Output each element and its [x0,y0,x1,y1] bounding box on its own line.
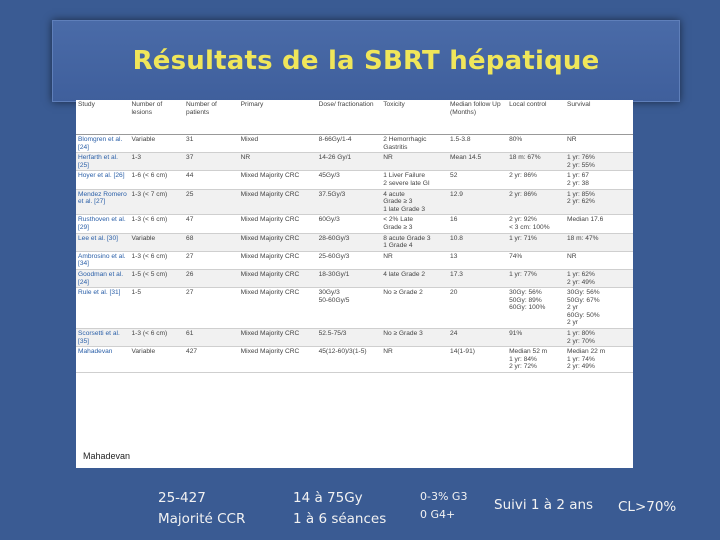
table-cell: 27 [184,288,239,329]
table-row [76,189,633,215]
summary-followup: Suivi 1 à 2 ans [494,497,594,513]
table-cell: Variable [129,347,184,373]
table-cell: Mixed Majority CRC [239,215,317,233]
table-cell: 52 [448,171,507,189]
table-row [76,329,633,347]
results-table-figure [76,100,633,468]
column-header: Toxicity [381,100,448,135]
table-cell: 44 [184,171,239,189]
study-cell: Mendez Romero et al. [27] [76,189,129,215]
study-cell: Lee et al. [30] [76,233,129,251]
table-row [76,215,633,233]
table-cell: 16 [448,215,507,233]
summary-lesions [158,488,245,530]
study-cell: Rule et al. [31] [76,288,129,329]
table-cell: NR [565,135,633,153]
table-cell: Mixed Majority CRC [239,189,317,215]
table-cell: 47 [184,215,239,233]
table-cell: 26 [184,269,239,287]
table-cell: NR [565,251,633,269]
table-cell: 1 yr: 80% 2 yr: 70% [565,329,633,347]
table-cell: 1 yr: 77% [507,269,565,287]
table-cell: 74% [507,251,565,269]
table-cell: 45Gy/3 [317,171,382,189]
table-cell: 1 yr: 76% 2 yr: 55% [565,153,633,171]
table-cell: 1-5 (< 5 cm) [129,269,184,287]
table-cell: Variable [129,135,184,153]
table-cell: Mixed Majority CRC [239,171,317,189]
table-cell: 37.5Gy/3 [317,189,382,215]
table-cell: 25-60Gy/3 [317,251,382,269]
table-row [76,233,633,251]
table-cell: 2 yr: 86% [507,189,565,215]
table-row [76,171,633,189]
study-cell: Ambrosino et al. [34] [76,251,129,269]
table-cell: 68 [184,233,239,251]
table-cell: 1-6 (< 6 cm) [129,171,184,189]
table-cell: 45(12-60)/3(1-5) [317,347,382,373]
sbrt-results-table [76,100,633,373]
column-header: Number of lesions [129,100,184,135]
table-cell: 1 yr: 71% [507,233,565,251]
source-label: Mahadevan [76,450,152,463]
column-header: Survival [565,100,633,135]
table-cell: 1.5-3.8 [448,135,507,153]
table-cell: No ≥ Grade 3 [381,329,448,347]
table-row [76,269,633,287]
table-cell: 18 m: 67% [507,153,565,171]
table-cell: 31 [184,135,239,153]
summary-local-control: CL>70% [618,499,677,515]
study-cell: Rusthoven et al. [29] [76,215,129,233]
column-header: Study [76,100,129,135]
table-row [76,347,633,373]
table-cell: 2 Hemorrhagic Gastritis [381,135,448,153]
table-cell: NR [239,153,317,171]
table-cell: 91% [507,329,565,347]
summary-dose [293,488,386,530]
table-cell: 1-3 [129,153,184,171]
table-cell: Mixed [239,135,317,153]
table-cell: Median 17.6 [565,215,633,233]
summary-toxicity [420,488,467,524]
table-cell: 1 Liver Failure 2 severe late GI [381,171,448,189]
table-cell: 20 [448,288,507,329]
summary-dose-range: 14 à 75Gy [293,490,363,506]
study-cell: Herfarth et al. [25] [76,153,129,171]
table-cell: 37 [184,153,239,171]
table-body [76,135,633,373]
table-cell: 30Gy: 56% 50Gy: 67% 2 yr 60Gy: 50% 2 yr [565,288,633,329]
table-cell: < 2% Late Grade ≥ 3 [381,215,448,233]
table-row [76,153,633,171]
table-cell: 4 acute Grade ≥ 3 1 late Grade 3 [381,189,448,215]
table-cell: 2 yr: 92% < 3 cm: 100% [507,215,565,233]
summary-toxicity-g3: 0-3% G3 [420,490,468,503]
table-cell: 17.3 [448,269,507,287]
table-cell: 427 [184,347,239,373]
table-cell: NR [381,251,448,269]
table-cell: 80% [507,135,565,153]
table-cell: 1-3 (< 6 cm) [129,251,184,269]
study-cell: Goodman et al. [24] [76,269,129,287]
table-cell: 18-30Gy/1 [317,269,382,287]
column-header: Local control [507,100,565,135]
summary-toxicity-g4: 0 G4+ [420,508,456,521]
column-header: Dose/ fractionation [317,100,382,135]
table-cell: No ≥ Grade 2 [381,288,448,329]
study-cell: Scorsetti et al. [35] [76,329,129,347]
table-cell: 1 yr: 62% 2 yr: 49% [565,269,633,287]
table-cell: Mixed Majority CRC [239,251,317,269]
table-row [76,251,633,269]
table-cell: 1 yr: 85% 2 yr: 62% [565,189,633,215]
table-cell: Median 52 m 1 yr: 84% 2 yr: 72% [507,347,565,373]
table-cell: Mixed Majority CRC [239,269,317,287]
table-row [76,288,633,329]
table-cell: 13 [448,251,507,269]
table-cell: Variable [129,233,184,251]
table-cell: Median 22 m 1 yr: 74% 2 yr: 49% [565,347,633,373]
table-cell: 4 late Grade 2 [381,269,448,287]
title-banner [52,20,680,102]
column-header: Number of patients [184,100,239,135]
summary-lesions-range: 25-427 [158,490,206,506]
table-cell: 52.5-75/3 [317,329,382,347]
table-cell: 27 [184,251,239,269]
slide-title: Résultats de la SBRT hépatique [132,46,600,76]
table-cell: 1-3 (< 7 cm) [129,189,184,215]
table-cell: Mixed Majority CRC [239,233,317,251]
study-cell: Blomgren et al. [24] [76,135,129,153]
table-cell: Mixed Majority CRC [239,288,317,329]
summary-fractions: 1 à 6 séances [293,511,387,527]
table-cell: 24 [448,329,507,347]
column-header: Primary [239,100,317,135]
study-cell: Mahadevan [76,347,129,373]
table-header-row [76,100,633,135]
table-cell: 14-26 Gy/1 [317,153,382,171]
table-cell: 1-5 [129,288,184,329]
summary-lesions-primary: Majorité CCR [158,511,246,527]
table-cell: 60Gy/3 [317,215,382,233]
table-cell: Mixed Majority CRC [239,347,317,373]
column-header: Median follow Up (Months) [448,100,507,135]
table-row [76,135,633,153]
table-cell: 14(1-91) [448,347,507,373]
table-cell: 30Gy/3 50-60Gy/5 [317,288,382,329]
table-cell: 30Gy: 56% 50Gy: 89% 60Gy: 100% [507,288,565,329]
table-cell: 1-3 (< 6 cm) [129,329,184,347]
table-cell: 10.8 [448,233,507,251]
table-cell: 1-3 (< 6 cm) [129,215,184,233]
table-cell: 2 yr: 86% [507,171,565,189]
table-cell: 12.9 [448,189,507,215]
table-cell: NR [381,153,448,171]
study-cell: Hoyer et al. [26] [76,171,129,189]
table-cell: NR [381,347,448,373]
table-cell: 1 yr: 67 2 yr: 38 [565,171,633,189]
table-cell: 61 [184,329,239,347]
table-cell: 25 [184,189,239,215]
table-cell: 28-60Gy/3 [317,233,382,251]
table-cell: 8 acute Grade 3 1 Grade 4 [381,233,448,251]
table-cell: Mean 14.5 [448,153,507,171]
table-cell: 8-66Gy/1-4 [317,135,382,153]
table-cell: Mixed Majority CRC [239,329,317,347]
table-cell: 18 m: 47% [565,233,633,251]
